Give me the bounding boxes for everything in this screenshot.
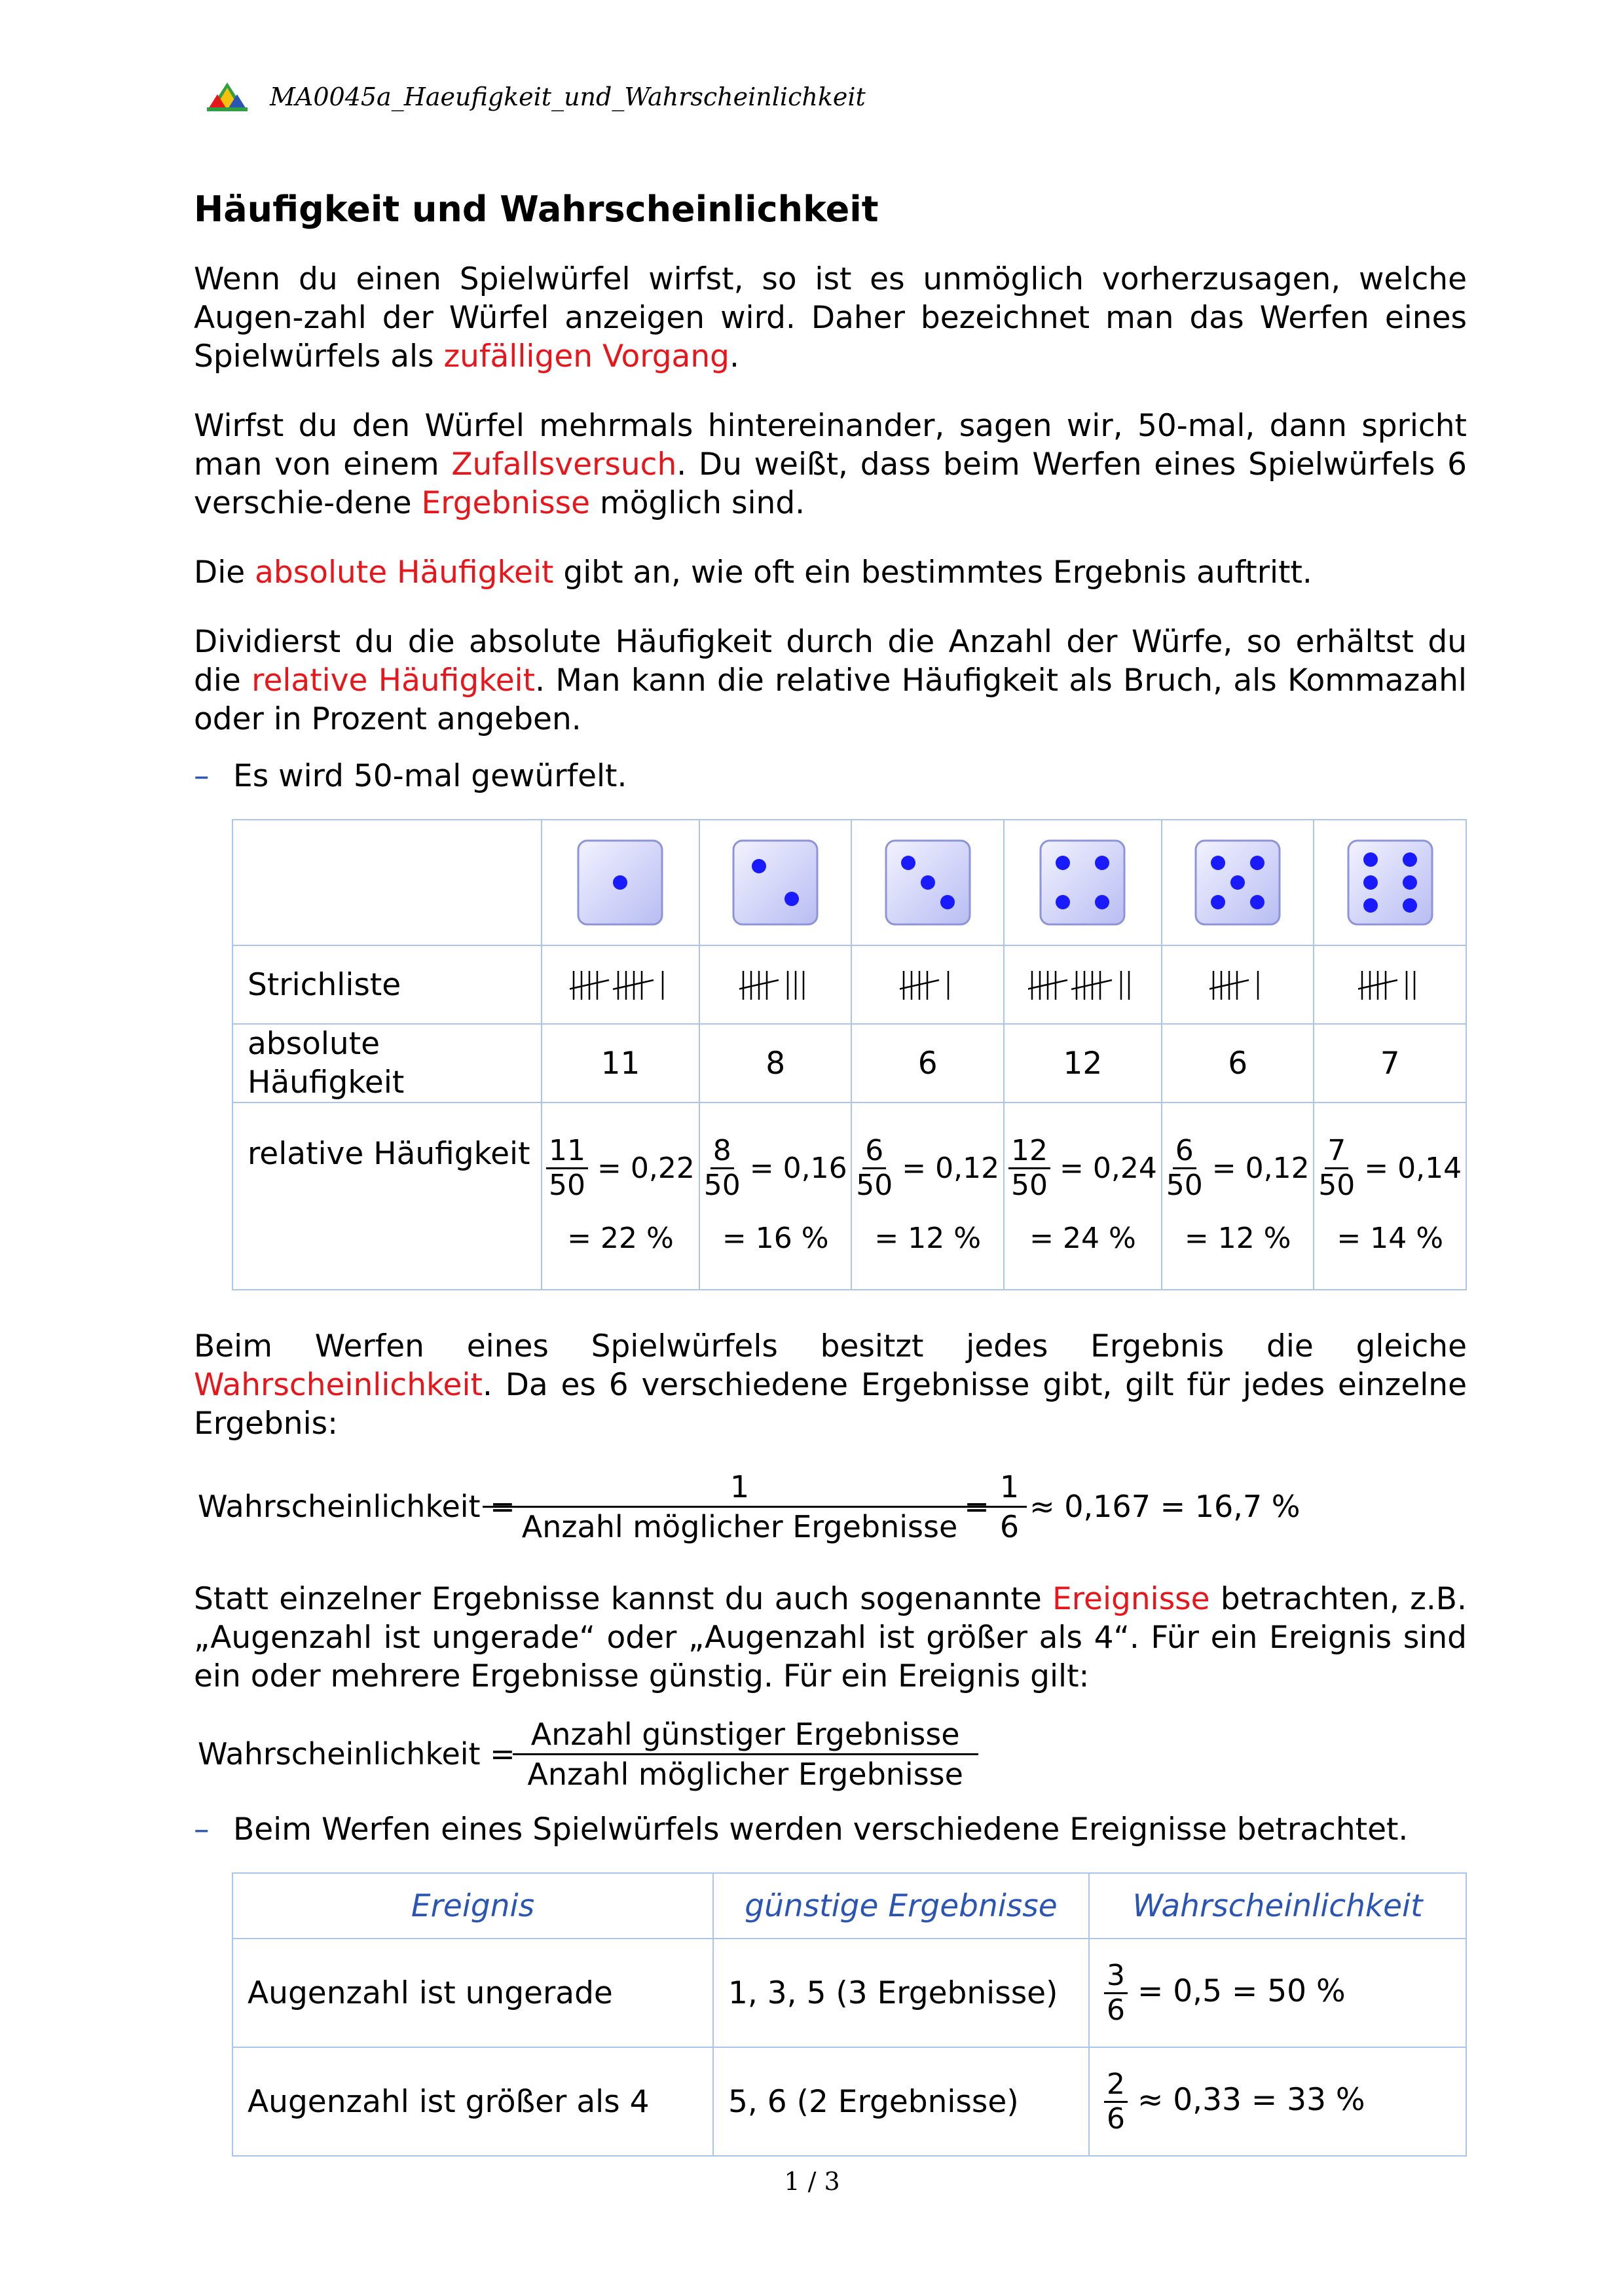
numerator: 2 <box>1104 2068 1128 2103</box>
die-pip <box>1095 856 1109 870</box>
page-title: Häufigkeit und Wahrscheinlichkeit <box>194 189 879 230</box>
doc-id: MA0045a_Haeufigkeit_und_Wahrscheinlichkeit <box>270 82 866 111</box>
die-5-icon <box>1194 839 1282 926</box>
event-cell: Augenzahl ist größer als 4 <box>232 2047 713 2156</box>
die-cell <box>699 820 852 945</box>
text: betrachten, z.B. „Augenzahl ist ungerade“ oder „Augenzahl ist größer als 4“. Für ein Ereignis sind ein oder mehrere Ergebnisse günstig. Für ein Ereignis gilt: <box>194 1581 1467 1694</box>
denominator: 50 <box>549 1169 586 1202</box>
fraction <box>1008 1135 1050 1202</box>
fraction <box>856 1135 893 1202</box>
bullet-dash: – <box>194 1812 210 1848</box>
text: möglich sind. <box>590 485 805 521</box>
row-label-absolute: absolute Häufigkeit <box>232 1024 542 1102</box>
die-pip <box>784 892 799 906</box>
favorable-cell: 1, 3, 5 (3 Ergebnisse) <box>713 1939 1089 2047</box>
fraction <box>522 1715 969 1793</box>
numerator: 1 <box>483 1468 997 1508</box>
page-header <box>204 77 866 117</box>
relative-cell <box>699 1102 852 1290</box>
absolute-value: 8 <box>699 1024 852 1102</box>
denominator: 50 <box>856 1169 893 1202</box>
percent-value: = 22 % <box>567 1222 674 1255</box>
probability-cell <box>1089 2047 1466 2156</box>
tally-cell <box>851 945 1004 1024</box>
numerator: 3 <box>1104 1959 1128 1994</box>
favorable-cell: 5, 6 (2 Ergebnisse) <box>713 2047 1089 2156</box>
relative-cell <box>1314 1102 1466 1290</box>
absolute-value: 7 <box>1314 1024 1466 1102</box>
decimal-value: = 0,12 <box>1211 1152 1310 1185</box>
fraction <box>546 1135 588 1202</box>
die-pip <box>1250 895 1264 909</box>
formula-equal-probability <box>198 1468 1467 1546</box>
tally-marks-icon <box>739 966 811 1005</box>
frequency-table <box>232 819 1467 1290</box>
tally-cell <box>1162 945 1314 1024</box>
denominator: 50 <box>1318 1169 1356 1202</box>
paragraph-6 <box>194 1580 1467 1696</box>
die-6-icon <box>1346 839 1434 926</box>
die-cell <box>1004 820 1162 945</box>
probability-value: ≈ 0,33 = 33 % <box>1137 2081 1365 2118</box>
term-ergebnisse: Ergebnisse <box>421 485 591 521</box>
die-cell <box>1162 820 1314 945</box>
denominator: 6 <box>1107 1993 1125 2027</box>
relative-row <box>232 1102 1466 1290</box>
decimal-value: = 0,12 <box>902 1152 1000 1185</box>
formula-event-probability <box>198 1715 1467 1793</box>
die-pip <box>1363 852 1378 867</box>
die-pip <box>1363 898 1378 913</box>
column-header: günstige Ergebnisse <box>713 1873 1089 1939</box>
tally-cell <box>699 945 852 1024</box>
fraction <box>1104 1959 1128 2027</box>
decimal-value: = 0,16 <box>749 1152 847 1185</box>
percent-value: = 12 % <box>874 1222 982 1255</box>
die-pip <box>1363 875 1378 890</box>
relative-cell <box>1162 1102 1314 1290</box>
text: Statt einzelner Ergebnisse kannst du auch sogenannte <box>194 1581 1053 1617</box>
absolute-row <box>232 1024 1466 1102</box>
column-header: Wahrscheinlichkeit <box>1089 1873 1466 1939</box>
formula-result: ≈ 0,167 = 16,7 % <box>1029 1489 1301 1524</box>
die-2-icon <box>731 839 819 926</box>
percent-value: = 12 % <box>1184 1222 1291 1255</box>
tally-cell <box>1004 945 1162 1024</box>
die-pip <box>1403 852 1417 867</box>
die-cell <box>542 820 699 945</box>
text: gibt an, wie oft ein bestimmtes Ergebnis auftritt. <box>553 555 1312 591</box>
die-1-icon <box>576 839 664 926</box>
text: Dividierst du die absolute Häufigkeit durch die Anzahl der Würfe, so erhältst du die <box>194 624 1467 699</box>
tally-marks-icon <box>570 966 671 1005</box>
event-cell: Augenzahl ist ungerade <box>232 1939 713 2047</box>
text: . Man kann die relative Häufigkeit als Bruch, als Kommazahl oder in Prozent angeben. <box>194 663 1467 737</box>
die-pip <box>1403 875 1417 890</box>
numerator: Anzahl günstiger Ergebnisse <box>513 1715 978 1755</box>
text: Wenn du einen Spielwürfel wirfst, so ist es unmöglich vorherzusagen, welche Augen-zahl der Würfel anzeigen wird. Daher bezeichnet man das Werfen eines Spielwürfels als <box>194 261 1467 374</box>
table-row <box>232 1939 1466 2047</box>
percent-value: = 16 % <box>722 1222 829 1255</box>
page-number: 1 / 3 <box>784 2167 840 2196</box>
tally-row <box>232 945 1466 1024</box>
numerator: 11 <box>546 1135 588 1169</box>
tally-marks-icon <box>1209 966 1266 1005</box>
relative-cell <box>851 1102 1004 1290</box>
term-ereignisse: Ereignisse <box>1052 1581 1210 1617</box>
denominator: Anzahl möglicher Ergebnisse <box>527 1757 963 1792</box>
die-pip <box>1250 856 1264 870</box>
denominator: 50 <box>703 1169 741 1202</box>
fraction <box>522 1468 958 1546</box>
absolute-value: 6 <box>1162 1024 1314 1102</box>
numerator: 6 <box>862 1135 886 1169</box>
die-pip <box>1211 856 1225 870</box>
numerator: 7 <box>1325 1135 1348 1169</box>
decimal-value: = 0,22 <box>597 1152 695 1185</box>
absolute-value: 6 <box>851 1024 1004 1102</box>
tally-cell <box>542 945 699 1024</box>
fraction <box>1104 2068 1128 2136</box>
logo-icon <box>204 81 250 113</box>
percent-value: = 14 % <box>1337 1222 1444 1255</box>
absolute-value: 12 <box>1004 1024 1162 1102</box>
text: Die <box>194 555 255 591</box>
paragraph-1 <box>194 260 1467 376</box>
die-pip <box>1095 895 1109 909</box>
denominator: 6 <box>999 1509 1020 1544</box>
events-table <box>232 1872 1467 2157</box>
tally-marks-icon <box>1358 966 1422 1005</box>
numerator: 12 <box>1008 1135 1050 1169</box>
term-relative-haeufigkeit: relative Häufigkeit <box>251 663 536 699</box>
paragraph-3 <box>194 553 1467 592</box>
term-absolute-haeufigkeit: absolute Häufigkeit <box>255 555 554 591</box>
absolute-value: 11 <box>542 1024 699 1102</box>
numerator: 1 <box>992 1468 1027 1508</box>
table-row <box>232 2047 1466 2156</box>
column-header: Ereignis <box>232 1873 713 1939</box>
dice-row <box>232 820 1466 945</box>
die-pip <box>921 875 935 890</box>
decimal-value: = 0,14 <box>1364 1152 1462 1185</box>
denominator: Anzahl möglicher Ergebnisse <box>521 1509 958 1544</box>
denominator: 50 <box>1011 1169 1048 1202</box>
text: . Da es 6 verschiedene Ergebnisse gibt, gilt für jedes einzelne Ergebnis: <box>194 1367 1467 1442</box>
table-header-row <box>232 1873 1466 1939</box>
bullet-text: Es wird 50-mal gewürfelt. <box>233 758 627 794</box>
fraction <box>996 1468 1023 1546</box>
formula-lhs: Wahrscheinlichkeit = <box>198 1736 515 1772</box>
die-pip <box>1403 898 1417 913</box>
probability-value: = 0,5 = 50 % <box>1137 1973 1346 2009</box>
die-pip <box>1056 856 1070 870</box>
die-pip <box>752 859 766 873</box>
die-cell <box>1314 820 1466 945</box>
paragraph-2 <box>194 407 1467 522</box>
tally-marks-icon <box>1028 966 1137 1005</box>
die-pip <box>1056 895 1070 909</box>
text: . <box>729 338 739 374</box>
denominator: 50 <box>1166 1169 1203 1202</box>
paragraph-4 <box>194 623 1467 738</box>
die-pip <box>1230 875 1245 890</box>
die-pip <box>613 875 627 890</box>
fraction <box>1318 1135 1355 1202</box>
denominator: 6 <box>1107 2102 1125 2136</box>
fraction <box>1166 1135 1203 1202</box>
die-pip <box>1211 895 1225 909</box>
numerator: 8 <box>710 1135 734 1169</box>
decimal-value: = 0,24 <box>1060 1152 1157 1185</box>
numerator: 6 <box>1173 1135 1196 1169</box>
tally-marks-icon <box>900 966 956 1005</box>
paragraph-5 <box>194 1327 1467 1443</box>
relative-cell <box>1004 1102 1162 1290</box>
bullet-2 <box>194 1810 1467 1849</box>
die-pip <box>901 856 915 870</box>
bullet-1 <box>194 757 1467 795</box>
term-wahrscheinlichkeit: Wahrscheinlichkeit <box>194 1367 483 1403</box>
die-3-icon <box>884 839 972 926</box>
text: Beim Werfen eines Spielwürfels besitzt jedes Ergebnis die gleiche <box>194 1328 1467 1364</box>
bullet-text: Beim Werfen eines Spielwürfels werden verschiedene Ereignisse betrachtet. <box>233 1812 1409 1848</box>
formula-lhs: Wahrscheinlichkeit = <box>198 1489 515 1524</box>
equals-sign: = <box>964 1489 989 1524</box>
die-pip <box>940 895 955 909</box>
term-zufaelliger-vorgang: zufälligen Vorgang <box>443 338 729 374</box>
bullet-dash: – <box>194 758 210 794</box>
row-label-relative: relative Häufigkeit <box>232 1102 542 1290</box>
text: . Du weißt, dass beim Werfen eines Spielwürfels 6 verschie-dene <box>194 446 1467 521</box>
die-4-icon <box>1039 839 1126 926</box>
row-label-tally: Strichliste <box>232 945 542 1024</box>
fraction <box>704 1135 741 1202</box>
term-zufallsversuch: Zufallsversuch <box>451 446 677 483</box>
percent-value: = 24 % <box>1029 1222 1136 1255</box>
content <box>194 187 1467 2157</box>
text: Wirfst du den Würfel mehrmals hintereinander, sagen wir, 50-mal, dann spricht man von einem <box>194 408 1467 483</box>
probability-cell <box>1089 1939 1466 2047</box>
tally-cell <box>1314 945 1466 1024</box>
die-cell <box>851 820 1004 945</box>
empty-cell <box>232 820 542 945</box>
relative-cell <box>542 1102 699 1290</box>
